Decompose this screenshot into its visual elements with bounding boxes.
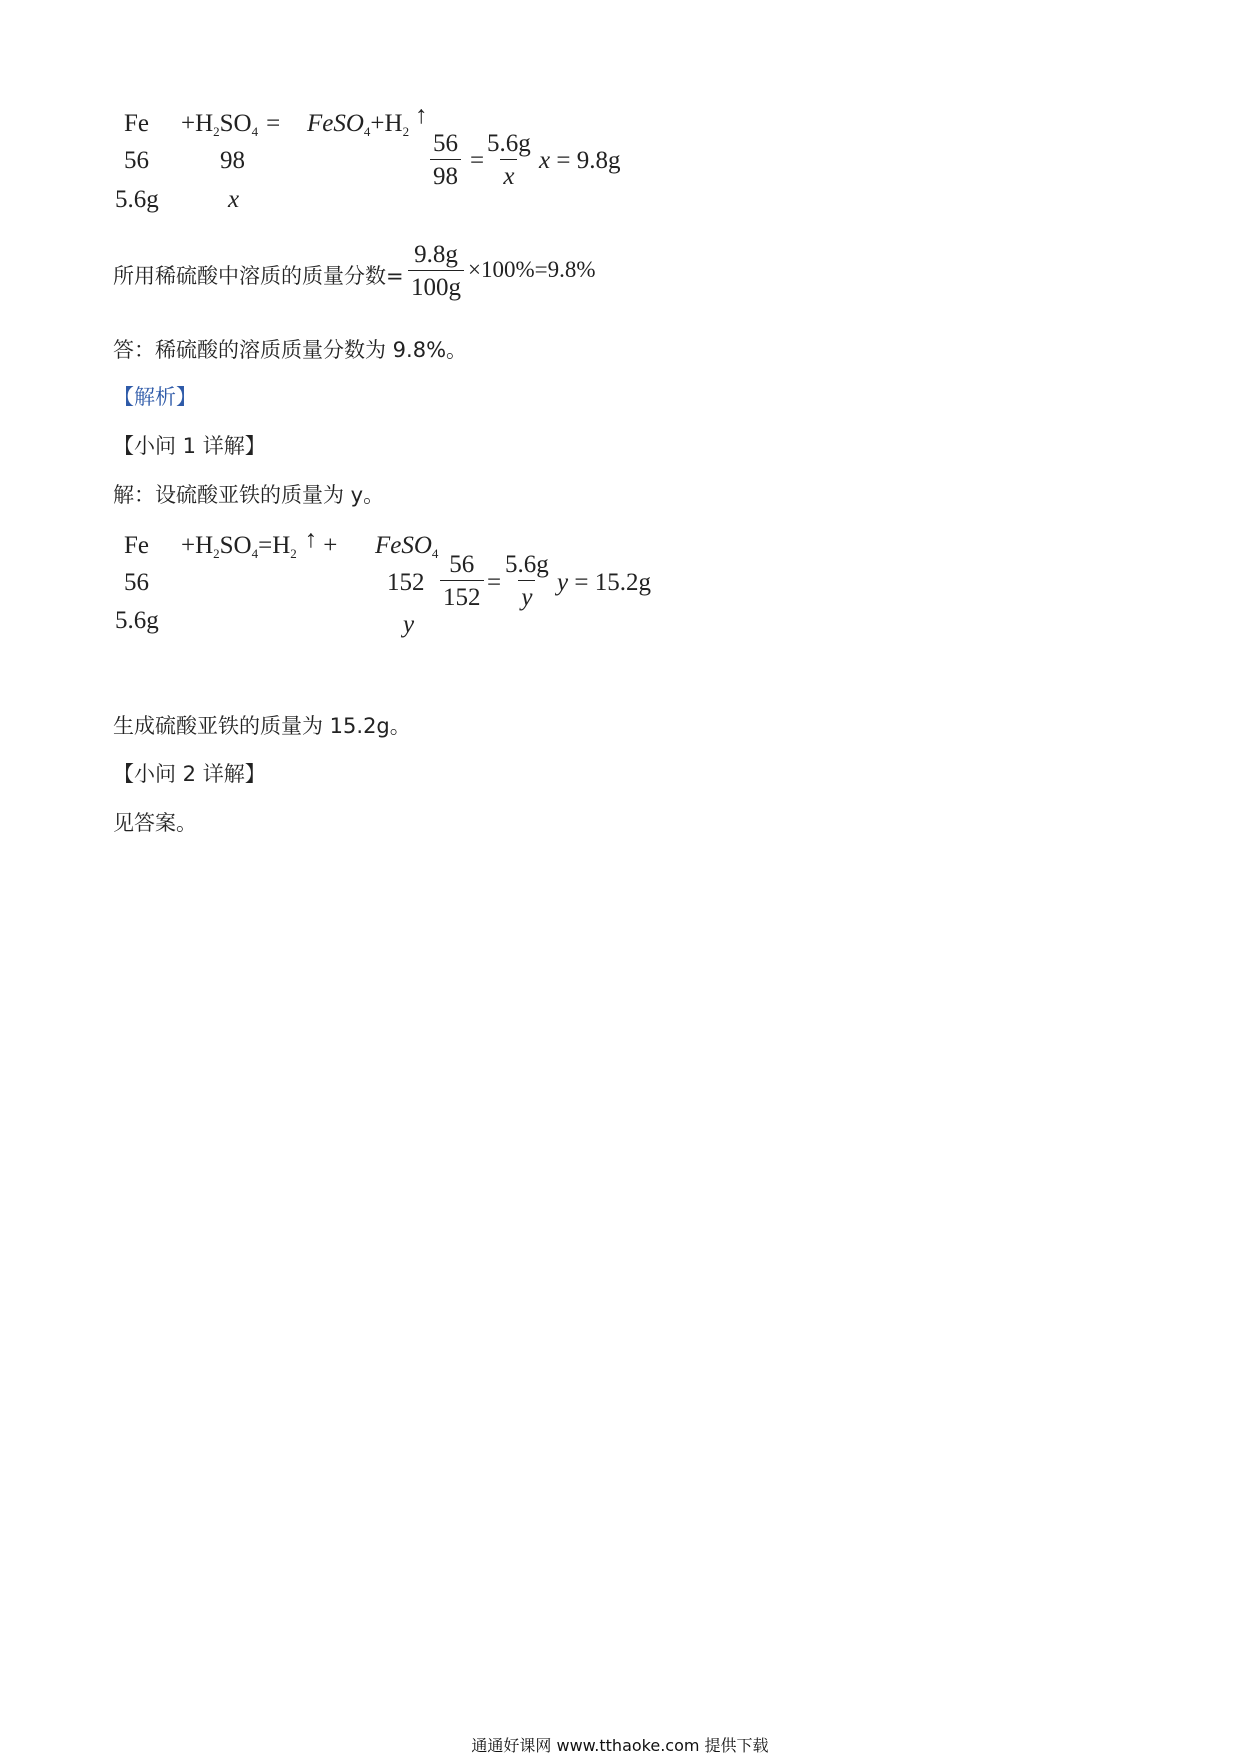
eq2-feso4-mass: 152 <box>387 569 425 596</box>
up-arrow-icon: ↑ <box>415 102 428 129</box>
eq1-h2-sub: 2 <box>402 124 410 139</box>
eq1-result-var: x <box>539 147 551 174</box>
analysis-heading: 【解析】 <box>113 385 197 409</box>
eq2-result-var: y <box>557 569 569 596</box>
eq1-acid-unknown: x <box>228 186 240 213</box>
eq1-products <box>307 102 428 139</box>
eq1-frac1-num: 56 <box>433 130 458 157</box>
eq1-frac1-den: 98 <box>430 159 461 189</box>
eq2-reaction <box>181 526 338 561</box>
mass-fraction-num: 9.8g <box>414 241 458 268</box>
mass-fraction-prefix: 所用稀硫酸中溶质的质量分数= <box>113 264 404 288</box>
eq1-h2so4 <box>181 110 281 139</box>
up-arrow-icon: ↑ <box>304 526 318 553</box>
eq1-fe: Fe <box>124 110 149 137</box>
eq1-feso: FeSO <box>307 110 364 137</box>
eq1-frac2-den: x <box>500 159 517 189</box>
eq1-feso-sub: 4 <box>363 124 371 139</box>
eq2-feso4 <box>375 532 439 561</box>
eq1-h2so4-sub2: 4 <box>251 124 259 139</box>
eq2-result <box>557 570 651 595</box>
eq2-frac2-num: 5.6g <box>505 551 549 578</box>
eq2-so: SO <box>219 532 252 559</box>
eq2-frac1-den: 152 <box>440 580 484 610</box>
question2-text: 见答案。 <box>113 811 197 835</box>
eq2-feso4-unknown: y <box>403 611 415 638</box>
eq2-feso: FeSO <box>375 532 432 559</box>
mass-fraction-suffix: ×100%=9.8% <box>468 257 596 282</box>
eq2-prop-equals: = <box>487 569 502 596</box>
eq2-feso-sub: 4 <box>431 546 439 561</box>
eq1-h2so4-sub1: 2 <box>213 124 220 139</box>
eq2-fe-mass: 56 <box>124 569 149 596</box>
eq1-frac2-num: 5.6g <box>487 130 531 157</box>
page-footer: 通通好课网 www.tthaoke.com 提供下载 <box>471 1736 769 1755</box>
eq2-h2so4-sub2: 4 <box>251 546 259 561</box>
question1-heading: 【小问 1 详解】 <box>113 434 266 458</box>
eq1-plus-h2: +H <box>370 110 403 137</box>
eq1-fraction-left <box>430 131 461 189</box>
eq1-result-value: = 9.8g <box>550 147 621 174</box>
eq2-plus-h: +H <box>181 532 214 559</box>
eq1-result <box>539 148 620 173</box>
eq2-frac1-num: 56 <box>449 551 475 578</box>
eq2-fraction-left <box>440 552 484 610</box>
eq2-frac2-den: y <box>518 580 535 610</box>
eq2-result-value: = 15.2g <box>568 569 651 596</box>
eq2-h2-sub: 2 <box>290 546 297 561</box>
eq2-fraction-right <box>502 552 552 610</box>
mass-fraction-den: 100g <box>408 270 464 300</box>
eq1-fe-mass: 56 <box>124 147 149 174</box>
mass-fraction-fraction <box>408 242 464 300</box>
eq1-plus-h: +H <box>181 110 214 137</box>
eq2-fe-given: 5.6g <box>115 607 159 634</box>
question1-setup: 解：设硫酸亚铁的质量为 y。 <box>113 483 385 507</box>
eq1-equals: = <box>266 110 281 137</box>
eq1-fraction-right <box>484 131 534 189</box>
eq2-h2so4-sub1: 2 <box>213 546 220 561</box>
question1-result: 生成硫酸亚铁的质量为 15.2g。 <box>113 714 411 738</box>
eq2-fe: Fe <box>124 532 149 559</box>
eq1-prop-equals: = <box>470 147 485 174</box>
eq1-acid-mass: 98 <box>220 147 245 174</box>
eq1-so: SO <box>219 110 252 137</box>
eq2-equals-h: =H <box>258 532 291 559</box>
eq2-plus: + <box>323 532 338 559</box>
answer-line: 答：稀硫酸的溶质质量分数为 9.8%。 <box>113 338 468 362</box>
eq1-fe-given: 5.6g <box>115 186 159 213</box>
question2-heading: 【小问 2 详解】 <box>113 762 266 786</box>
